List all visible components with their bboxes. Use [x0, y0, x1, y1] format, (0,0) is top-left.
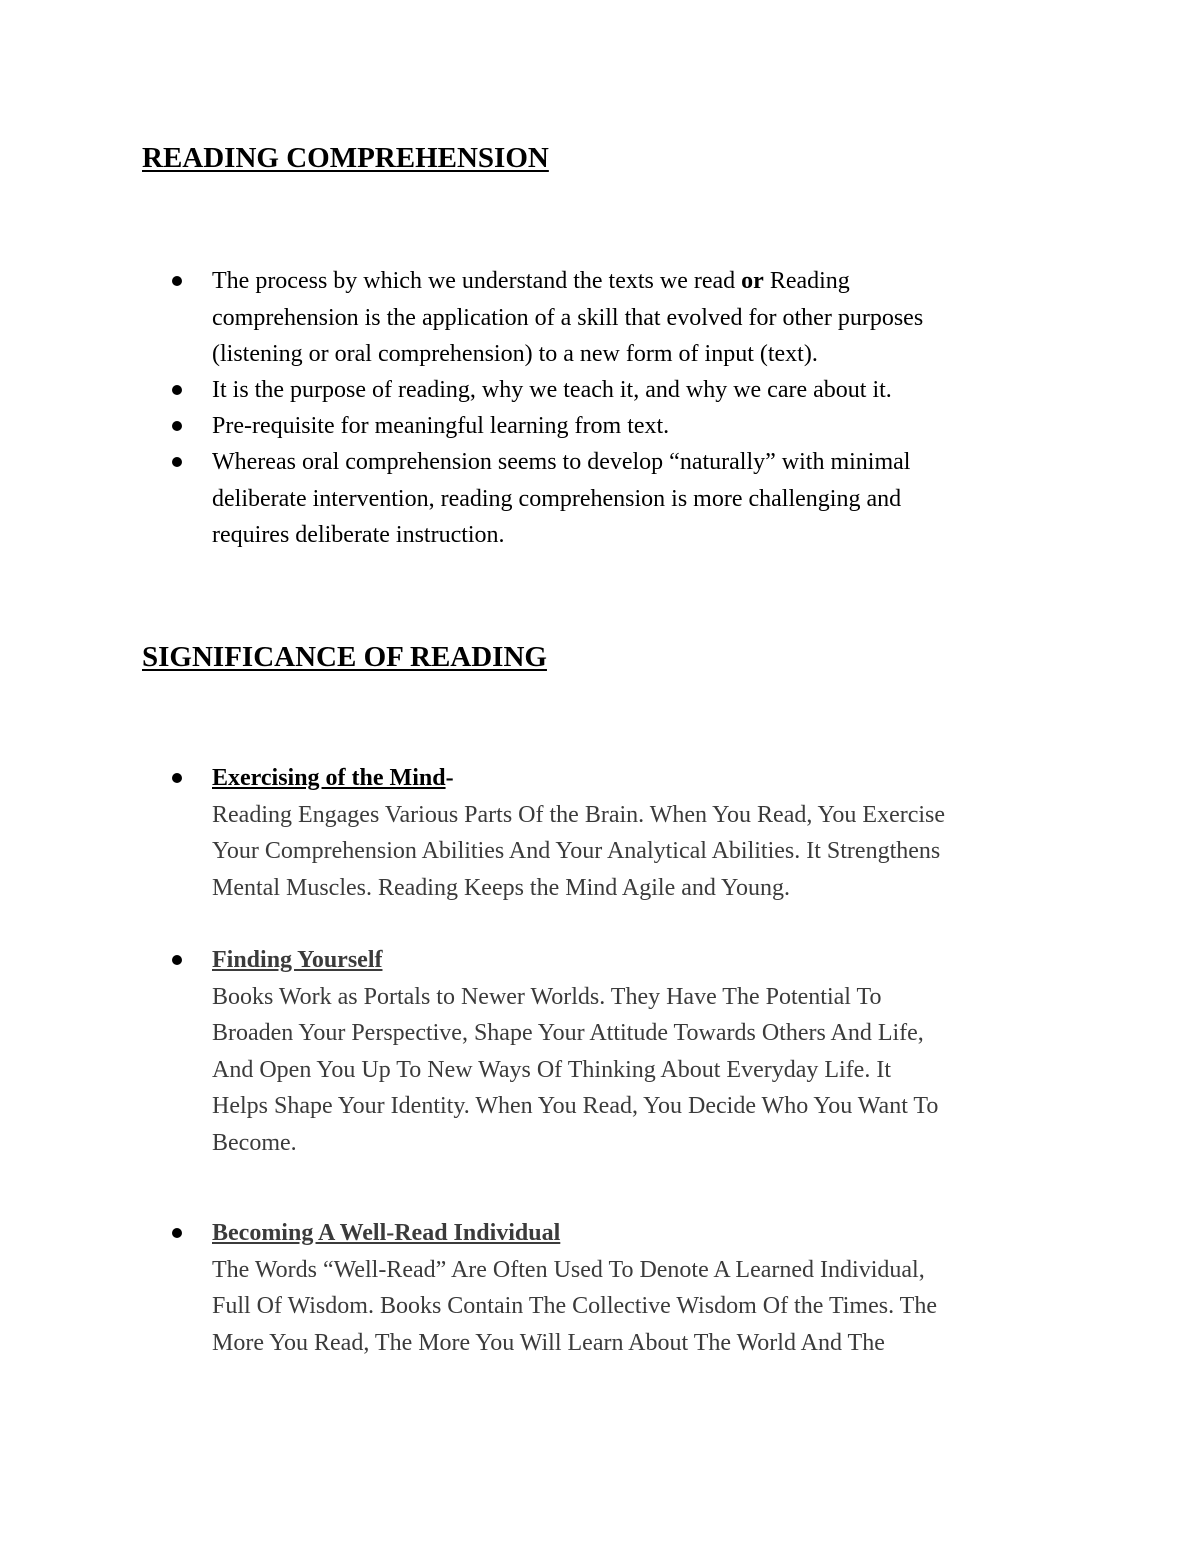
significance-point-1-line-1: Reading Engages Various Parts Of the Brain. When You Read, You Exercise — [212, 801, 946, 828]
bullet-icon — [172, 276, 182, 286]
significance-point-1 — [212, 760, 1072, 906]
bullet-icon — [172, 385, 182, 395]
significance-point-2-line-4: Helps Shape Your Identity. When You Read, You Decide Who You Want To — [212, 1093, 939, 1119]
comprehension-point-3-line-1: Pre-requisite for meaningful learning from text. — [212, 413, 670, 439]
reading-comprehension-heading: READING COMPREHENSION — [142, 142, 549, 174]
significance-point-1-line-2: Your Comprehension Abilities And Your Analytical Abilities. It Strengthens — [212, 838, 941, 864]
comprehension-point-2 — [212, 372, 1072, 409]
comprehension-point-4-line-3: requires deliberate instruction. — [212, 522, 505, 548]
comprehension-point-3 — [212, 408, 1072, 445]
comprehension-point-1-line-3: (listening or oral comprehension) to a new form of input (text). — [212, 341, 818, 367]
significance-point-2-line-1: Books Work as Portals to Newer Worlds. They Have The Potential To — [212, 983, 882, 1010]
comprehension-point-2-line-1: It is the purpose of reading, why we teach it, and why we care about it. — [212, 377, 892, 403]
bullet-icon — [172, 421, 182, 431]
bullet-icon — [172, 955, 182, 965]
significance-point-2-line-5: Become. — [212, 1129, 297, 1156]
significance-point-3-line-1: The Words “Well-Read” Are Often Used To Denote A Learned Individual, — [212, 1256, 925, 1283]
significance-point-3-title: Becoming A Well-Read Individual — [212, 1220, 561, 1246]
comprehension-point-1-line-1: The process by which we understand the texts we read or Reading — [212, 268, 850, 294]
significance-point-3 — [212, 1215, 1072, 1361]
significance-point-2-line-2: Broaden Your Perspective, Shape Your Attitude Towards Others And Life, — [212, 1020, 924, 1046]
significance-point-2-line-3: And Open You Up To New Ways Of Thinking About Everyday Life. It — [212, 1056, 891, 1083]
significance-point-2 — [212, 942, 1072, 1161]
significance-point-1-title-line: Exercising of the Mind- — [212, 765, 454, 791]
comprehension-point-1 — [212, 263, 1072, 373]
comprehension-point-4-line-1: Whereas oral comprehension seems to develop “naturally” with minimal — [212, 449, 911, 475]
comprehension-point-4-line-2: deliberate intervention, reading comprehension is more challenging and — [212, 485, 902, 512]
bullet-icon — [172, 773, 182, 783]
significance-point-3-line-2: Full Of Wisdom. Books Contain The Collective Wisdom Of the Times. The — [212, 1293, 937, 1319]
significance-point-2-title-line — [212, 942, 1072, 979]
significance-point-3-title-line — [212, 1215, 1072, 1252]
significance-point-2-title: Finding Yourself — [212, 947, 383, 973]
bullet-icon — [172, 1228, 182, 1238]
comprehension-point-1-line-2: comprehension is the application of a skill that evolved for other purposes — [212, 304, 924, 331]
comprehension-point-4 — [212, 444, 1072, 554]
bullet-icon — [172, 457, 182, 467]
significance-of-reading-heading: SIGNIFICANCE OF READING — [142, 641, 547, 673]
significance-point-1-title: Exercising of the Mind — [212, 765, 446, 791]
significance-point-3-line-3: More You Read, The More You Will Learn About The World And The — [212, 1329, 885, 1356]
significance-point-1-line-3: Mental Muscles. Reading Keeps the Mind Agile and Young. — [212, 874, 790, 901]
